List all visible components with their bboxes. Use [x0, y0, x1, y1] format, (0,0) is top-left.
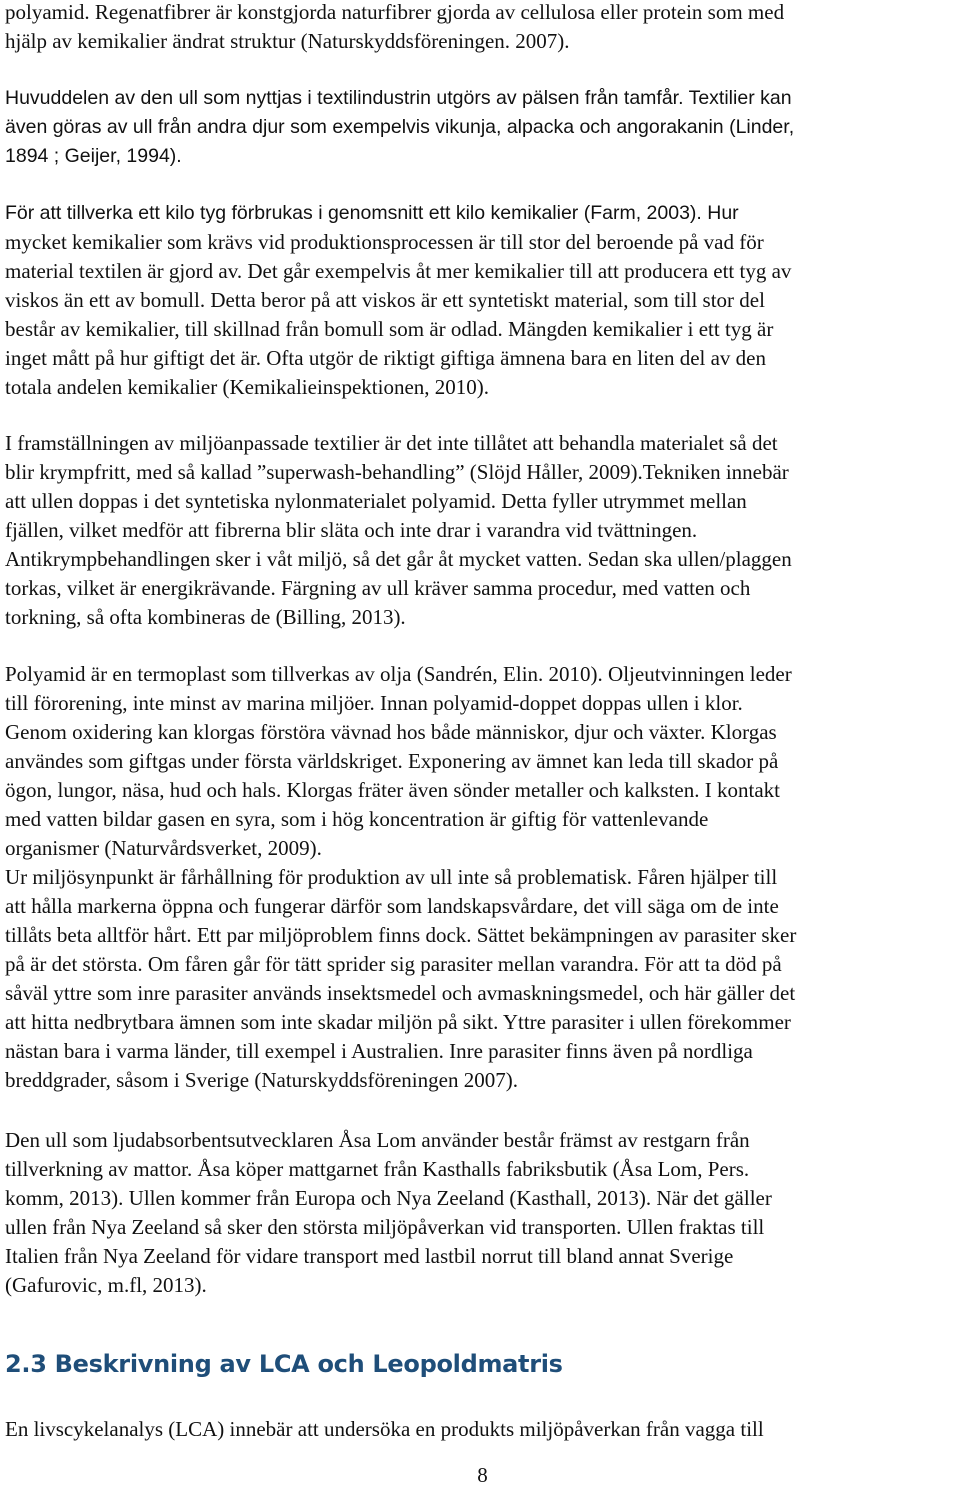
text-line: I framställningen av miljöanpassade textilier är det inte tillåtet att behandla materialet så det	[5, 431, 778, 455]
text-line: till förorening, inte minst av marina miljöer. Innan polyamid-doppet doppas ullen i klor.	[5, 691, 743, 715]
text-line: inget mått på hur giftigt det är. Ofta utgör de riktigt giftiga ämnena bara en liten del av den	[5, 346, 767, 370]
text-line: Italien från Nya Zeeland för vidare transport med lastbil norrut till bland annat Sverige	[5, 1244, 734, 1268]
text-line: 1894 ; Geijer, 1994).	[5, 145, 182, 167]
text-line: fjällen, vilket medför att fibrerna blir släta och inte drar i varandra vid tvättningen.	[5, 518, 698, 542]
text-line: användes som giftgas under första världskriget. Exponering av ämnet kan leda till skador på	[5, 749, 779, 773]
document-page	[5, 0, 960, 1486]
paragraph-huvuddelen	[5, 84, 960, 171]
text-line: För att tillverka ett kilo tyg förbrukas i genomsnitt ett kilo kemikalier (Farm, 2003). Hur	[5, 202, 739, 224]
text-line: blir krympfritt, med så kallad ”superwash-behandling” (Slöjd Håller, 2009).Tekniken innebär	[5, 460, 789, 484]
section-heading: 2.3 Beskrivning av LCA och Leopoldmatris	[5, 1350, 563, 1378]
text-line: Antikrympbehandlingen sker i våt miljö, så det går åt mycket vatten. Sedan ska ullen/plaggen	[5, 547, 792, 571]
text-line: totala andelen kemikalier (Kemikalieinspektionen, 2010).	[5, 375, 490, 399]
paragraph-kemikalier	[5, 199, 960, 402]
paragraph-polyamid	[5, 660, 960, 1095]
text-line: att hitta nedbrytbara ämnen som inte skadar miljön på sikt. Yttre parasiter i ullen förekommer	[5, 1010, 791, 1034]
text-line: (Gafurovic, m.fl, 2013).	[5, 1273, 207, 1297]
paragraph-framstallningen	[5, 429, 960, 632]
text-line: mycket kemikalier som krävs vid produktionsprocessen är till stor del beroende på vad för	[5, 230, 764, 254]
text-line: Huvuddelen av den ull som nyttjas i textilindustrin utgörs av pälsen från tamfår. Textilier kan	[5, 87, 792, 109]
text-line: Ur miljösynpunkt är fårhållning för produktion av ull inte så problematisk. Fåren hjälper till	[5, 865, 778, 889]
text-line: Den ull som ljudabsorbentsutvecklaren Åsa Lom använder består främst av restgarn från	[5, 1128, 750, 1152]
text-line: torkning, så ofta kombineras de (Billing, 2013).	[5, 605, 406, 629]
text-line: nästan bara i varma länder, till exempel i Australien. Inre parasiter finns även på nordliga	[5, 1039, 753, 1063]
text-line: består av kemikalier, till skillnad från bomull som är odlad. Mängden kemikalier i ett tyg är	[5, 317, 774, 341]
text-line: komm, 2013). Ullen kommer från Europa och Nya Zeeland (Kasthall, 2013). När det gäller	[5, 1186, 772, 1210]
text-line: torkas, vilket är energikrävande. Färgning av ull kräver samma procedur, med vatten och	[5, 576, 751, 600]
text-line: hjälp av kemikalier ändrat struktur (Naturskyddsföreningen. 2007).	[5, 29, 570, 53]
text-line: viskos än ett av bomull. Detta beror på att viskos är ett syntetiskt material, som till stor del	[5, 288, 765, 312]
text-line: tillverkning av mattor. Åsa köper mattgarnet från Kasthalls fabriksbutik (Åsa Lom, Pers.	[5, 1157, 750, 1181]
text-line: att ullen doppas i det syntetiska nylonmaterialet polyamid. Detta fyller utrymmet mellan	[5, 489, 747, 513]
paragraph-regenatfibrer	[5, 0, 960, 56]
text-line: Polyamid är en termoplast som tillverkas av olja (Sandrén, Elin. 2010). Oljeutvinningen leder	[5, 662, 792, 686]
text-line: på är det största. Om fåren går för tätt sprider sig parasiter mellan varandra. För att ta död på	[5, 952, 782, 976]
text-line: material textilen är gjord av. Det går exempelvis åt mer kemikalier till att producera ett tyg av	[5, 259, 792, 283]
text-line: organismer (Naturvårdsverket, 2009).	[5, 836, 322, 860]
text-line: ögon, lungor, näsa, hud och hals. Klorgas fräter även sönder metaller och kalksten. I kontakt	[5, 778, 780, 802]
text-line: En livscykelanalys (LCA) innebär att undersöka en produkts miljöpåverkan från vagga till	[5, 1417, 764, 1441]
text-line: Genom oxidering kan klorgas förstöra vävnad hos både människor, djur och växter. Klorgas	[5, 720, 777, 744]
text-line: ullen från Nya Zeeland så sker den största miljöpåverkan vid transporten. Ullen fraktas till	[5, 1215, 765, 1239]
text-line: att hålla markerna öppna och fungerar därför som landskapsvårdare, det vill säga om de inte	[5, 894, 779, 918]
page-number: 8	[477, 1463, 488, 1487]
text-line: med vatten bildar gasen en syra, som i hög koncentration är giftig för vattenlevande	[5, 807, 709, 831]
paragraph-ull-ljudabsorbent	[5, 1126, 960, 1300]
text-line: såväl yttre som inre parasiter används insektsmedel och avmaskningsmedel, och här gäller det	[5, 981, 796, 1005]
text-line: även göras av ull från andra djur som exempelvis vikunja, alpacka och angorakanin (Linder,	[5, 116, 795, 138]
text-line: polyamid. Regenatfibrer är konstgjorda naturfibrer gjorda av cellulosa eller protein som med	[5, 0, 785, 24]
text-line: tillåts beta alltför hårt. Ett par miljöproblem finns dock. Sättet bekämpningen av parasiter sker	[5, 923, 797, 947]
paragraph-livscykelanalys	[5, 1415, 960, 1444]
text-line: breddgrader, såsom i Sverige (Naturskyddsföreningen 2007).	[5, 1068, 518, 1092]
